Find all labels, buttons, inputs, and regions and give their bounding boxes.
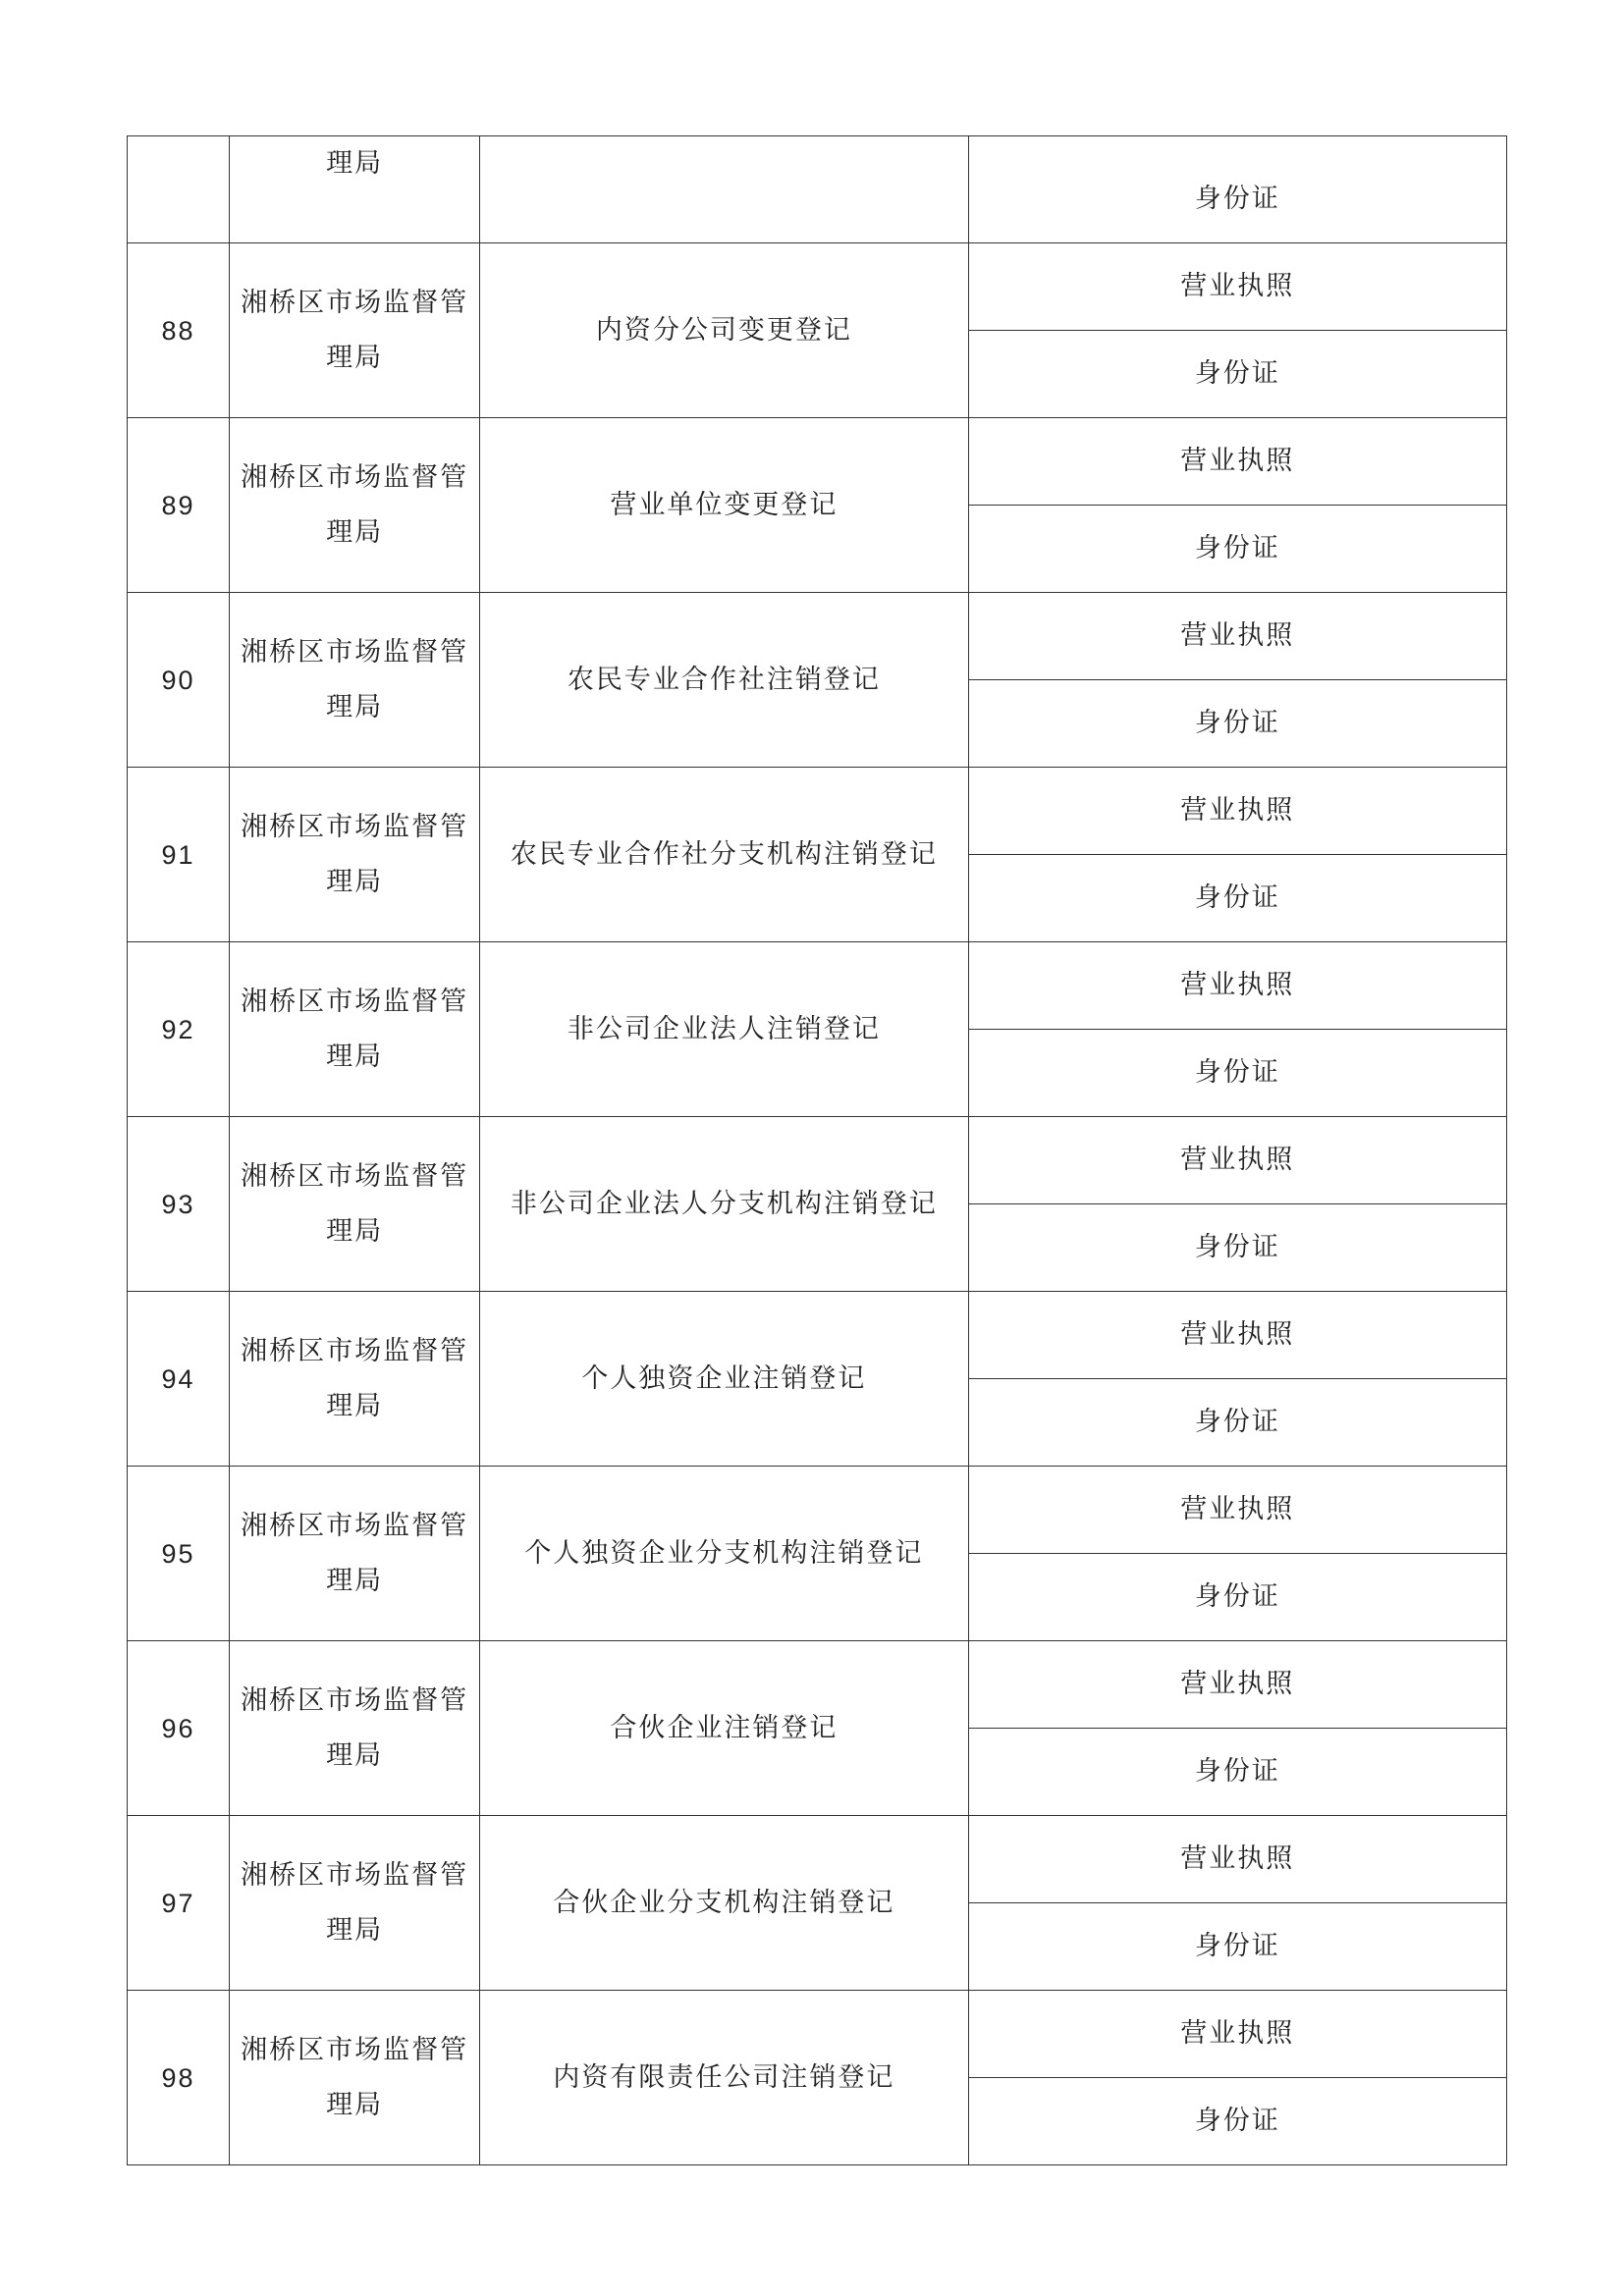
org-cell [230,1117,480,1292]
doc-cell: 身份证 [968,1204,1506,1292]
org-cell [230,1991,480,2165]
org-text: 湘桥区市场监督管理局 [241,986,469,1072]
org-text: 湘桥区市场监督管理局 [241,461,469,548]
table-row [128,1292,1507,1379]
doc-cell: 身份证 [968,331,1506,418]
item-cell: 营业单位变更登记 [480,418,968,593]
doc-cell: 身份证 [968,1379,1506,1467]
doc-cell: 身份证 [968,680,1506,768]
doc-cell: 营业执照 [968,593,1506,680]
org-cell [230,942,480,1117]
doc-cell: 营业执照 [968,1991,1506,2078]
row-number-cell: 88 [128,243,230,418]
row-number-cell: 94 [128,1292,230,1467]
doc-cell: 营业执照 [968,1641,1506,1729]
doc-cell: 营业执照 [968,418,1506,506]
doc-cell: 营业执照 [968,942,1506,1030]
org-text: 湘桥区市场监督管理局 [241,287,469,373]
doc-cell: 营业执照 [968,1117,1506,1204]
table-row [128,1816,1507,1903]
table-row [128,593,1507,680]
org-text: 湘桥区市场监督管理局 [241,636,469,722]
org-cell [230,1292,480,1467]
table-row [128,942,1507,1030]
org-cell [230,593,480,768]
org-text: 湘桥区市场监督管理局 [241,1160,469,1247]
doc-cell: 身份证 [968,1030,1506,1117]
org-cell [230,1641,480,1816]
item-cell: 内资分公司变更登记 [480,243,968,418]
doc-cell [968,136,1506,243]
table-row [128,243,1507,331]
row-number-cell: 95 [128,1467,230,1641]
item-cell: 个人独资企业注销登记 [480,1292,968,1467]
row-number-cell: 89 [128,418,230,593]
org-text: 湘桥区市场监督管理局 [241,1859,469,1946]
doc-cell: 身份证 [968,1554,1506,1641]
row-number-cell: 96 [128,1641,230,1816]
org-cell [230,418,480,593]
doc-cell: 身份证 [968,2078,1506,2165]
row-number-cell [128,136,230,243]
item-cell: 合伙企业注销登记 [480,1641,968,1816]
item-cell: 非公司企业法人分支机构注销登记 [480,1117,968,1292]
org-text: 湘桥区市场监督管理局 [241,1684,469,1771]
service-table [127,135,1507,2165]
org-text: 湘桥区市场监督管理局 [241,2034,469,2120]
item-cell: 农民专业合作社注销登记 [480,593,968,768]
item-cell: 个人独资企业分支机构注销登记 [480,1467,968,1641]
row-number-cell: 98 [128,1991,230,2165]
table-body [128,136,1507,2165]
org-fragment-text: 理局 [326,148,384,179]
table-row [128,418,1507,506]
doc-cell: 身份证 [968,1903,1506,1991]
doc-cell: 身份证 [968,1729,1506,1816]
org-text: 湘桥区市场监督管理局 [241,811,469,897]
row-number-cell: 97 [128,1816,230,1991]
row-number-cell: 92 [128,942,230,1117]
org-cell [230,1816,480,1991]
org-cell [230,768,480,942]
row-number-cell: 90 [128,593,230,768]
org-cell [230,1467,480,1641]
doc-cell: 营业执照 [968,1816,1506,1903]
item-cell: 内资有限责任公司注销登记 [480,1991,968,2165]
item-cell [480,136,968,243]
doc-cell: 身份证 [968,506,1506,593]
doc-cell: 营业执照 [968,768,1506,855]
table-row [128,768,1507,855]
item-cell: 农民专业合作社分支机构注销登记 [480,768,968,942]
table-row [128,1117,1507,1204]
doc-cell: 营业执照 [968,1467,1506,1554]
table-row [128,1641,1507,1729]
doc-cell: 营业执照 [968,243,1506,331]
table-row [128,1467,1507,1554]
org-text: 湘桥区市场监督管理局 [241,1335,469,1421]
item-cell: 非公司企业法人注销登记 [480,942,968,1117]
row-number-cell: 91 [128,768,230,942]
table-row [128,1991,1507,2078]
doc-cell: 营业执照 [968,1292,1506,1379]
table-row-continued [128,136,1507,243]
org-text: 湘桥区市场监督管理局 [241,1510,469,1596]
doc-cell: 身份证 [968,855,1506,942]
item-cell: 合伙企业分支机构注销登记 [480,1816,968,1991]
org-cell [230,243,480,418]
doc-text: 身份证 [1194,184,1280,214]
org-fragment-cell [230,136,480,243]
row-number-cell: 93 [128,1117,230,1292]
